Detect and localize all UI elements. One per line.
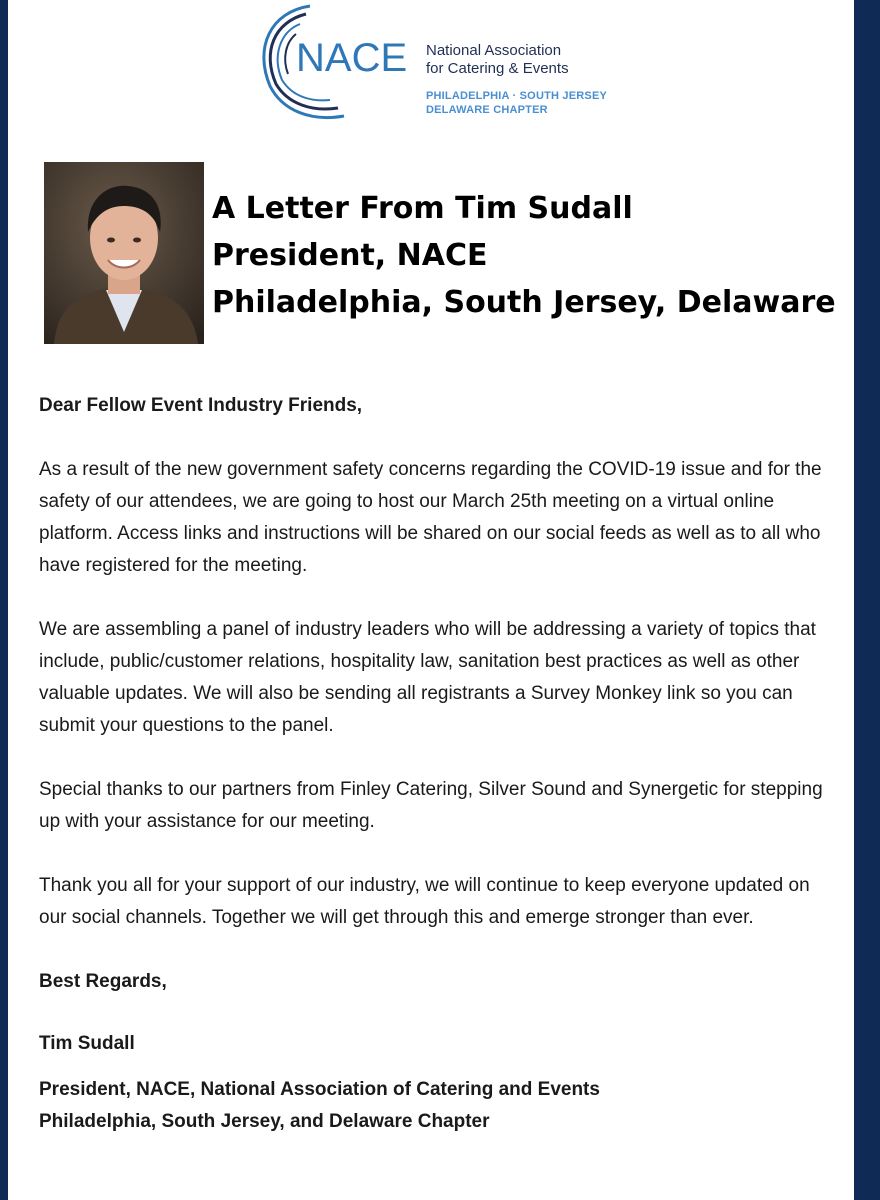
logo-chapter-line1: PHILADELPHIA · SOUTH JERSEY xyxy=(426,90,608,102)
heading-line1: A Letter From Tim Sudall xyxy=(212,191,633,226)
logo-full-name xyxy=(426,42,569,78)
signer-title-line2: Philadelphia, South Jersey, and Delaware Chapter xyxy=(39,1111,490,1132)
paragraph-support: Thank you all for your support of our industry, we will continue to keep everyone updated on our social channels. Together we will get through this and emerge stronger than ever. xyxy=(39,875,810,928)
logo-acronym: NACE xyxy=(296,36,408,80)
letter-page xyxy=(8,0,854,1200)
signer-title-line1: President, NACE, National Association of Catering and Events xyxy=(39,1079,600,1100)
greeting: Dear Fellow Event Industry Friends, xyxy=(39,395,363,416)
heading-line2: President, NACE xyxy=(212,238,488,273)
heading-line3: Philadelphia, South Jersey, Delaware xyxy=(212,285,836,320)
logo-name-line1: National Association xyxy=(426,42,562,59)
nace-logo xyxy=(248,0,628,125)
closing: Best Regards, xyxy=(39,971,167,992)
logo-chapter-line2: DELAWARE CHAPTER xyxy=(426,104,548,116)
signer-name: Tim Sudall xyxy=(39,1033,135,1054)
logo-chapter xyxy=(426,89,607,117)
author-photo xyxy=(44,162,204,344)
letter-heading xyxy=(212,185,852,326)
paragraph-thanks: Special thanks to our partners from Finley Catering, Silver Sound and Synergetic for stepping up with your assistance for our meeting. xyxy=(39,779,823,832)
logo-name-line2: for Catering & Events xyxy=(426,60,569,77)
letter-body xyxy=(39,390,839,1138)
paragraph-covid: As a result of the new government safety concerns regarding the COVID-19 issue and for the safety of our attendees, we are going to host our March 25th meeting on a virtual online platform. Access links and instructions will be shared on our social feeds as well as to all who have registered for the meeting. xyxy=(39,459,822,576)
paragraph-panel: We are assembling a panel of industry leaders who will be addressing a variety of topics that include, public/customer relations, hospitality law, sanitation best practices as well as other valuable updates. We will also be sending all registrants a Survey Monkey link so you can submit your questions to the panel. xyxy=(39,619,816,736)
